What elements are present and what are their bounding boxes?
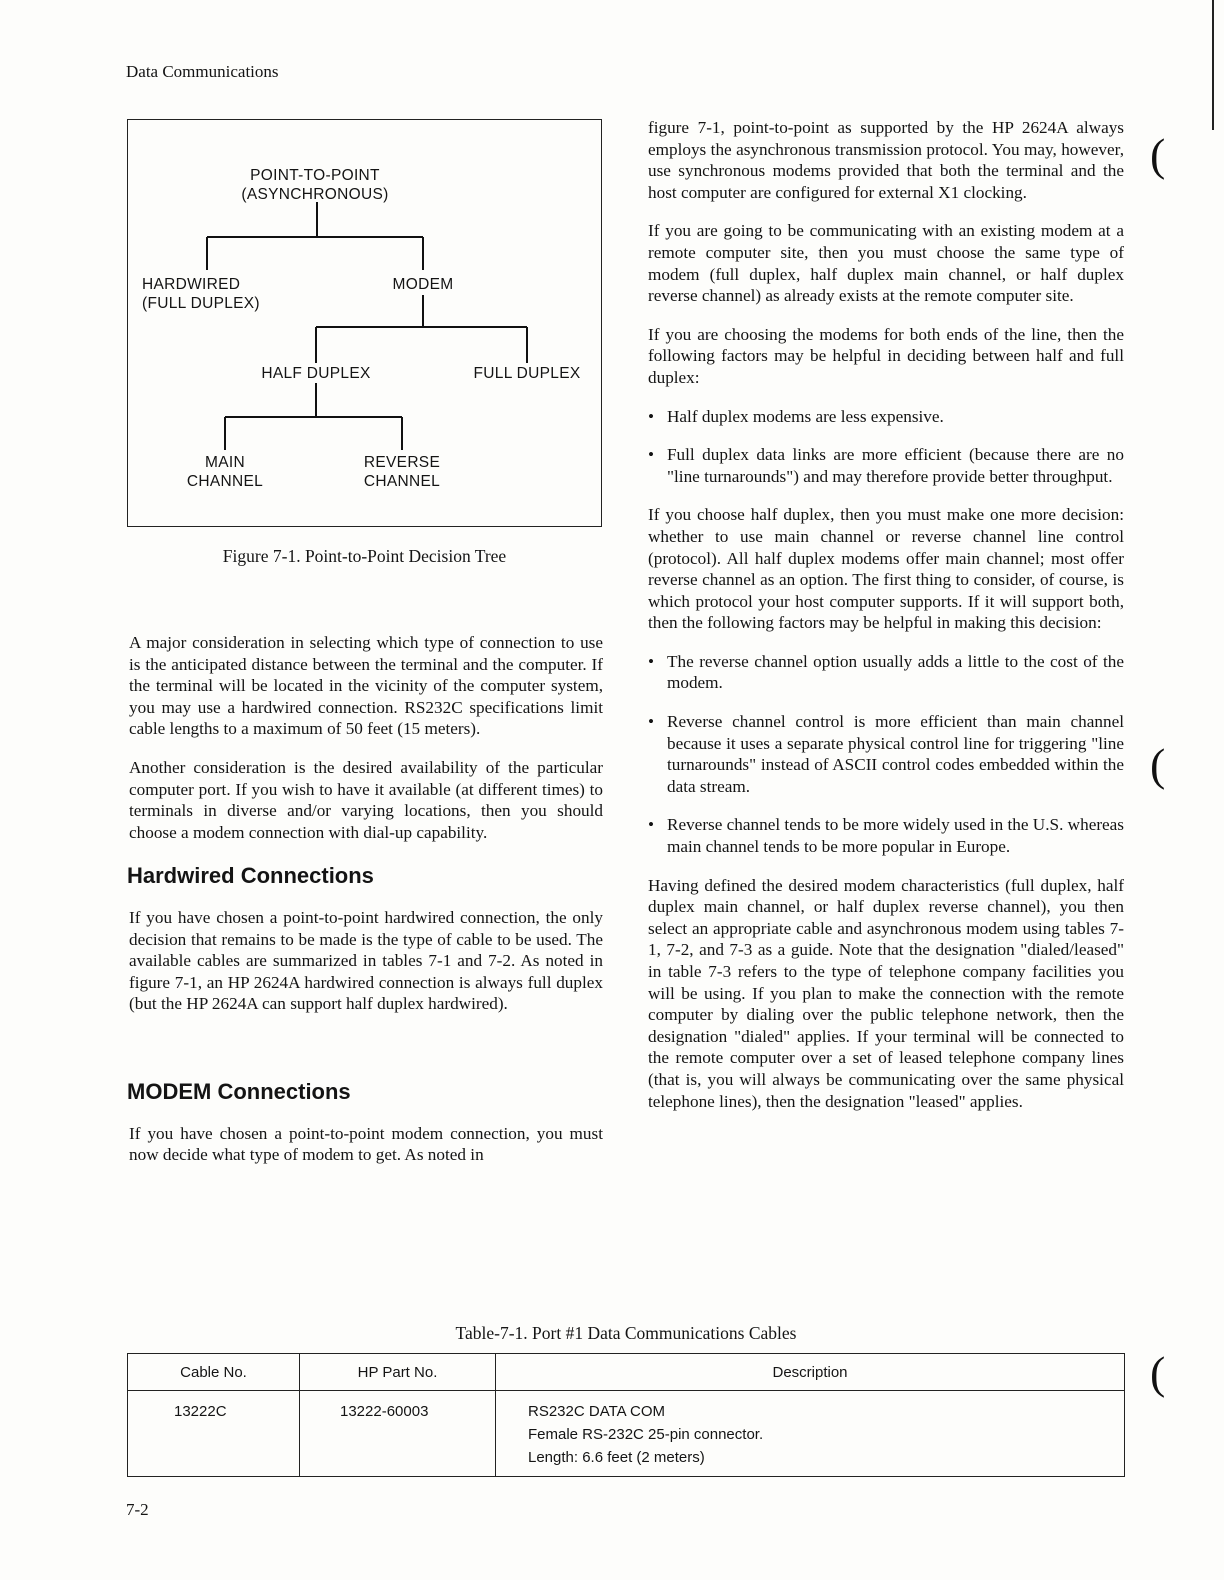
bullet-dot: • bbox=[648, 815, 655, 835]
node-full-duplex-label: FULL DUPLEX bbox=[473, 365, 581, 382]
page-number: 7-2 bbox=[126, 1500, 149, 1519]
node-hardwired-line2: (FULL DUPLEX) bbox=[142, 295, 260, 312]
node-point-to-point bbox=[240, 166, 390, 204]
bullet-text: Reverse channel tends to be more widely used in the U.S. whereas main channel tends to be more popular in Europe. bbox=[667, 815, 1124, 857]
right-column bbox=[648, 117, 1124, 1129]
cell-description bbox=[496, 1391, 1125, 1477]
bullet-dot: • bbox=[648, 651, 655, 671]
bullet-item bbox=[648, 711, 1124, 797]
bullet-item bbox=[648, 814, 1124, 857]
paragraph-choosing-modems: If you are choosing the modems for both ends of the line, then the following factors may be helpful in deciding between half and full duplex: bbox=[648, 324, 1124, 387]
paragraph-existing-modem: If you are going to be communicating with an existing modem at a remote computer site, then you must choose the same type of modem (full duplex, half duplex main channel, or half duplex reverse channel) as already exists at the remote computer site. bbox=[648, 221, 1124, 306]
table-header-row bbox=[128, 1354, 1125, 1391]
bullet-dot: • bbox=[648, 406, 655, 426]
cell-part-no: 13222-60003 bbox=[300, 1391, 496, 1477]
left-column bbox=[129, 632, 603, 1183]
node-root-line2: (ASYNCHRONOUS) bbox=[241, 186, 389, 203]
margin-paren: ( bbox=[1150, 739, 1166, 790]
figure-caption: Figure 7-1. Point-to-Point Decision Tree bbox=[222, 546, 507, 566]
bullet-text: Reverse channel control is more efficient than main channel because it uses a separate physical control line for triggering "line turnarounds" instead of ASCII control codes embedded within the data stream. bbox=[667, 712, 1124, 796]
bullet-dot: • bbox=[648, 445, 655, 465]
paragraph-hardwired: If you have chosen a point-to-point hardwired connection, the only decision that remains to be made is the type of cable to be used. The available cables are summarized in tables 7-1 and 7-2. As noted in figure 7-1, an HP 2624A hardwired connection is always full duplex (but the HP 2624A can support half duplex hardwired). bbox=[129, 907, 603, 1014]
heading-modem-connections: MODEM Connections bbox=[127, 1078, 351, 1104]
margin-paren: ( bbox=[1150, 129, 1166, 180]
bullet-item bbox=[648, 444, 1124, 487]
node-hardwired-line1: HARDWIRED bbox=[142, 276, 241, 293]
column-header-cable-no: Cable No. bbox=[128, 1354, 300, 1391]
node-main-channel bbox=[175, 453, 275, 491]
cell-cable-no: 13222C bbox=[128, 1391, 300, 1477]
node-half-duplex-label: HALF DUPLEX bbox=[261, 365, 371, 382]
heading-hardwired-connections: Hardwired Connections bbox=[127, 863, 374, 889]
column-header-description: Description bbox=[496, 1354, 1125, 1391]
description-line: Female RS-232C 25-pin connector. bbox=[528, 1426, 764, 1443]
node-modem bbox=[383, 275, 463, 294]
bullet-item bbox=[648, 651, 1124, 694]
node-reverse-channel bbox=[352, 453, 452, 491]
table-title: Table-7-1. Port #1 Data Communications Cables bbox=[455, 1323, 797, 1343]
description-line: Length: 6.6 feet (2 meters) bbox=[528, 1449, 705, 1466]
column-header-hp-part-no: HP Part No. bbox=[300, 1354, 496, 1391]
node-root-line1: POINT-TO-POINT bbox=[250, 167, 380, 184]
bullet-text: The reverse channel option usually adds a little to the cost of the modem. bbox=[667, 651, 1124, 693]
paragraph-async-protocol: figure 7-1, point-to-point as supported by the HP 2624A always employs the asynchronous transmission protocol. You may, however, use synchronous modems provided that both the terminal and the host computer are configured for external X1 clocking. bbox=[648, 118, 1124, 202]
running-head: Data Communications bbox=[126, 62, 279, 81]
node-main-line1: MAIN bbox=[205, 454, 245, 471]
cables-table bbox=[127, 1353, 1125, 1477]
node-main-line2: CHANNEL bbox=[186, 473, 264, 490]
paragraph-modem: If you have chosen a point-to-point modem connection, you must now decide what type of modem to get. As noted in bbox=[129, 1123, 603, 1165]
node-hardwired bbox=[142, 275, 272, 313]
bullet-item bbox=[648, 406, 1124, 428]
node-full-duplex bbox=[466, 364, 588, 383]
scan-edge-line bbox=[1212, 0, 1214, 130]
table-row bbox=[128, 1391, 1125, 1477]
bullet-text: Half duplex modems are less expensive. bbox=[667, 406, 944, 426]
node-modem-label: MODEM bbox=[392, 276, 454, 293]
node-half-duplex bbox=[251, 364, 381, 383]
bullet-text: Full duplex data links are more efficient (because there are no "line turnarounds") and may therefore provide better throughput. bbox=[667, 445, 1124, 486]
node-reverse-line1: REVERSE bbox=[363, 454, 441, 471]
node-reverse-line2: CHANNEL bbox=[363, 473, 441, 490]
bullet-dot: • bbox=[648, 712, 655, 732]
margin-paren: ( bbox=[1150, 1347, 1166, 1398]
decision-tree-diagram bbox=[127, 119, 602, 527]
description-line: RS232C DATA COM bbox=[528, 1403, 665, 1420]
paragraph-distance: A major consideration in selecting which type of connection to use is the anticipated distance between the terminal and the computer. If the terminal will be located in the vicinity of the computer system, you may use a hardwired connection. RS232C specifications limit cable lengths to a maximum of 50 feet (15 meters). bbox=[129, 633, 603, 739]
paragraph-modem-characteristics: Having defined the desired modem characteristics (full duplex, half duplex main channel, or half duplex reverse channel), you then select an appropriate cable and asynchronous modem using tables 7-1, 7-2, and 7-3 as a guide. Note that the designation "dialed/leased" in table 7-3 refers to the type of telephone company facilities you will be using. If you plan to make the connection with the remote computer by dialing over the public telephone network, then the designation "dialed" applies. If your terminal will be connected to the remote computer over a set of leased telephone company lines (that is, you will always be communicating over the same physical telephone lines), then the designation "leased" applies. bbox=[648, 875, 1124, 1111]
paragraph-half-duplex-decision: If you choose half duplex, then you must make one more decision: whether to use main channel or reverse channel line control (protocol). All half duplex modems offer main channel; most offer reverse channel as an option. The first thing to consider, of course, is which protocol your host computer supports. If it will support both, then the following factors may be helpful in making this decision: bbox=[648, 505, 1124, 633]
paragraph-availability: Another consideration is the desired availability of the particular computer port. If you wish to have it available (at different times) to terminals in diverse and/or varying locations, then you should choose a modem connection with dial-up capability. bbox=[129, 757, 603, 842]
